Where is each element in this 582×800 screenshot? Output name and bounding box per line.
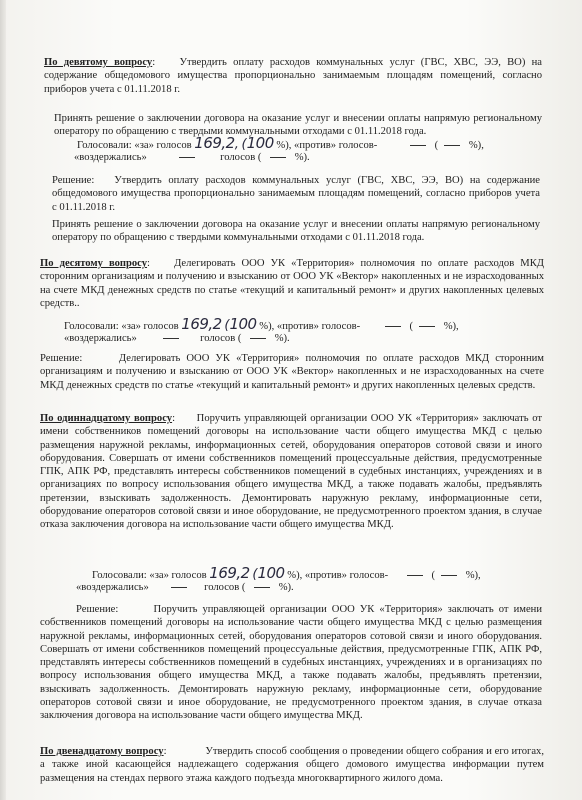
q10-za-percent-handwritten: 100 bbox=[229, 315, 257, 333]
q10-golosov-label: голосов ( bbox=[200, 333, 242, 344]
q11-vote-za-label: Голосовали: «за» голосов bbox=[92, 570, 207, 581]
q9-paragraph: По девятому вопросу: Утвердить оплату расходов коммунальных услуг (ГВС, ХВС, ЭЭ, ВО) на содержание общедомового имущества пропорционально занимаемым площадям помещений, согласно приборов учета с 01.11.2018 г. bbox=[44, 57, 542, 95]
q10-paragraph: По десятому вопросу: Делегировать ООО УК «Территория» полномочия по оплате расходов МКД сторонним организациям и получению и взысканию от ООО УК «Вектор» накопленных и не израсходованных на счете МКД денежных средств по статье «текущий и капитальный ремонт» и других накопленных целевых средств.. bbox=[40, 258, 544, 309]
q11-abst-label: «воздержались» bbox=[76, 582, 149, 593]
q10-decision-label: Решение: bbox=[40, 353, 83, 364]
q11-vote-line-2 bbox=[76, 581, 294, 594]
q11-heading: По одиннадцатому вопросу bbox=[40, 413, 173, 424]
q9-pct-close: %), bbox=[468, 140, 484, 151]
q9-text: Утвердить оплату расходов коммунальных услуг (ГВС, ХВС, ЭЭ, ВО) на содержание общедомового имущества пропорционально занимаемым площадям помещений, согласно приборов учета с 01.11.2018 г. bbox=[44, 57, 542, 95]
q9-decision-text: Утвердить оплату расходов коммунальных услуг (ГВС, ХВС, ЭЭ, ВО) на содержание общедомового имущества пропорционально занимаемым площадям помещений, согласно приборов учета с 01.11.2018 г. bbox=[52, 175, 540, 213]
q10-vote-protiv-label: %), «против» голосов- bbox=[259, 321, 361, 332]
q10-text: Делегировать ООО УК «Территория» полномочия по оплате расходов МКД сторонним организациям и получению и взысканию от ООО УК «Вектор» накопленных и не израсходованных на счете МКД денежных средств по статье «текущий и капитальный ремонт» и других накопленных целевых средств.. bbox=[40, 258, 544, 309]
q11-za-percent-handwritten: 100 bbox=[257, 564, 285, 582]
q10-heading: По десятому вопросу bbox=[40, 258, 148, 269]
q11-decision-text: Поручить управляющей организации ООО УК «Территория» заключать от имени собственников помещений договоры на использование части общего имущества МКД с целью размещения наружной рекламы, информационных сетей, оборудования операторов сотовой связи и иного оборудования. Совершать от имени собственников помещений процессуальные действия, предусмотренные ГПК, АПК РФ, представлять интересы собственников помещений в судебных инстанциях, учреждениях и в организациях по вопросу использования общего имущества МКД, а также подавать жалобы, предъявлять претензии, взыскивать задолженность. Демонтировать наружную рекламу, информационные сети, оборудование операторов сотовой связи и иное оборудование, не предусмотренного проектом здания, в случае отказа заключения договора на использование части общего имущества МКД. bbox=[40, 604, 542, 722]
q11-decision-label: Решение: bbox=[76, 604, 119, 615]
q11-pct-close: %), bbox=[465, 570, 481, 581]
q10-vote-za-label: Голосовали: «за» голосов bbox=[64, 321, 179, 332]
q9-decision bbox=[52, 174, 540, 214]
q10-protiv-pct-dash bbox=[419, 326, 435, 327]
q10-vote-line-2 bbox=[64, 332, 290, 345]
q10-decision bbox=[40, 352, 544, 392]
q11-golosov-label: голосов ( bbox=[204, 582, 246, 593]
q11-za-votes-handwritten: 169,2 bbox=[209, 564, 250, 582]
q11-text: Поручить управляющей организации ООО УК «Территория» заключать от имени собственников помещений договоры на использование части общего имущества МКД с целью размещения наружной рекламы, информационных сетей, оборудования операторов сотовой связи и иного оборудования. Совершать от имени собственников помещений процессуальные действия, предусмотренные ГПК, АПК РФ, представлять интересы собственников помещений в судебных инстанциях, учреждениях и в организациях по вопросу использования общего имущества МКД, а также подавать жалобы, предъявлять претензии, взыскивать задолженность. Демонтировать наружную рекламу, информационные сети, оборудование операторов сотовой связи и иное оборудование, не предусмотренного проектом здания, в случае отказа заключения договора на использование части общего имущества МКД. bbox=[40, 413, 542, 531]
q9-vote-line-1: Голосовали: «за» голосов 169,2, (100 %), «против» голосов- ( %), bbox=[77, 134, 484, 152]
q10-vote-line-1: Голосовали: «за» голосов 169,2 (100 %), «против» голосов- ( %), bbox=[64, 315, 459, 333]
q10-za-votes-handwritten: 169,2 bbox=[181, 315, 222, 333]
q9-vote-protiv-label: %), «против» голосов- bbox=[276, 140, 378, 151]
q10-protiv-dash bbox=[385, 326, 401, 327]
q9-paragraph-2: Принять решение о заключении договора на оказание услуг и внесении оплаты напрямую региональному оператору по обращению с твердыми коммунальными отходами с 01.11.2018 года. bbox=[54, 113, 542, 138]
q9-abst-pct-dash bbox=[270, 157, 286, 158]
q12-heading: По двенадцатому вопросу bbox=[40, 746, 164, 757]
q11-pct-end: %). bbox=[278, 582, 294, 593]
q11-abst-pct-dash bbox=[254, 587, 270, 588]
q11-protiv-pct-dash bbox=[441, 575, 457, 576]
q11-abst-dash bbox=[171, 587, 187, 588]
q9-decision-label: Решение: bbox=[52, 175, 95, 186]
q12-paragraph: По двенадцатому вопросу: Утвердить способ сообщения о проведении общего собрания и его итогах, а также иной касающейся надлежащего содержания общего домового имущества информации путем размещения на стендах первого этажа каждого подъезда многоквартирного жилого дома. bbox=[40, 746, 544, 784]
q11-vote-protiv-label: %), «против» голосов- bbox=[287, 570, 389, 581]
q9-vote-line-2 bbox=[74, 151, 310, 164]
q9-heading: По девятому вопросу bbox=[44, 57, 153, 68]
q9-za-percent-handwritten: 100 bbox=[246, 134, 274, 152]
q9-protiv-dash bbox=[410, 145, 426, 146]
q9-za-votes-handwritten: 169,2 bbox=[194, 134, 235, 152]
q12-text: Утвердить способ сообщения о проведении общего собрания и его итогах, а также иной касающейся надлежащего содержания общего домового имущества информации путем размещения на стендах первого этажа каждого подъезда многоквартирного жилого дома. bbox=[40, 746, 544, 784]
q9-abst-label: «воздержались» bbox=[74, 152, 147, 163]
q11-paragraph: По одиннадцатому вопросу: Поручить управляющей организации ООО УК «Территория» заключать от имени собственников помещений договоры на использование части общего имущества МКД с целью размещения наружной рекламы, информационных сетей, оборудования операторов сотовой связи и иного оборудования. Совершать от имени собственников помещений процессуальные действия, предусмотренные ГПК, АПК РФ, представлять интересы собственников помещений в судебных инстанциях, учреждениях и в организациях по вопросу использования общего имущества МКД, а также подавать жалобы, предъявлять претензии, взыскивать задолженность. Демонтировать наружную рекламу, информационные сети, оборудование операторов сотовой связи и иное оборудование, не предусмотренного проектом здания, в случае отказа заключения договора на использование части общего имущества МКД. bbox=[40, 413, 542, 531]
q9-golosov-label: голосов ( bbox=[220, 152, 262, 163]
q9-vote-za-label: Голосовали: «за» голосов bbox=[77, 140, 192, 151]
q10-pct-end: %). bbox=[274, 333, 290, 344]
q10-abst-pct-dash bbox=[250, 338, 266, 339]
q9-pct-end: %). bbox=[294, 152, 310, 163]
q11-vote-line-1: Голосовали: «за» голосов 169,2 (100 %), «против» голосов- ( %), bbox=[92, 564, 481, 582]
q11-decision bbox=[40, 603, 542, 723]
q9-decision-2: Принять решение о заключении договора на оказание услуг и внесении оплаты напрямую региональному оператору по обращению с твердыми коммунальными отходами с 01.11.2018 года. bbox=[52, 219, 540, 244]
q10-pct-close: %), bbox=[443, 321, 459, 332]
q9-protiv-pct-dash bbox=[444, 145, 460, 146]
q10-abst-label: «воздержались» bbox=[64, 333, 137, 344]
q10-decision-text: Делегировать ООО УК «Территория» полномочия по оплате расходов МКД сторонним организациям и получению и взысканию от ООО УК «Вектор» накопленных и не израсходованных на счете МКД денежных средств по статье «текущий и капитальный ремонт» и других накопленных целевых средств. bbox=[40, 353, 545, 391]
q10-abst-dash bbox=[163, 338, 179, 339]
q11-protiv-dash bbox=[407, 575, 423, 576]
page-edge-shadow bbox=[0, 0, 6, 800]
q9-abst-dash bbox=[179, 157, 195, 158]
